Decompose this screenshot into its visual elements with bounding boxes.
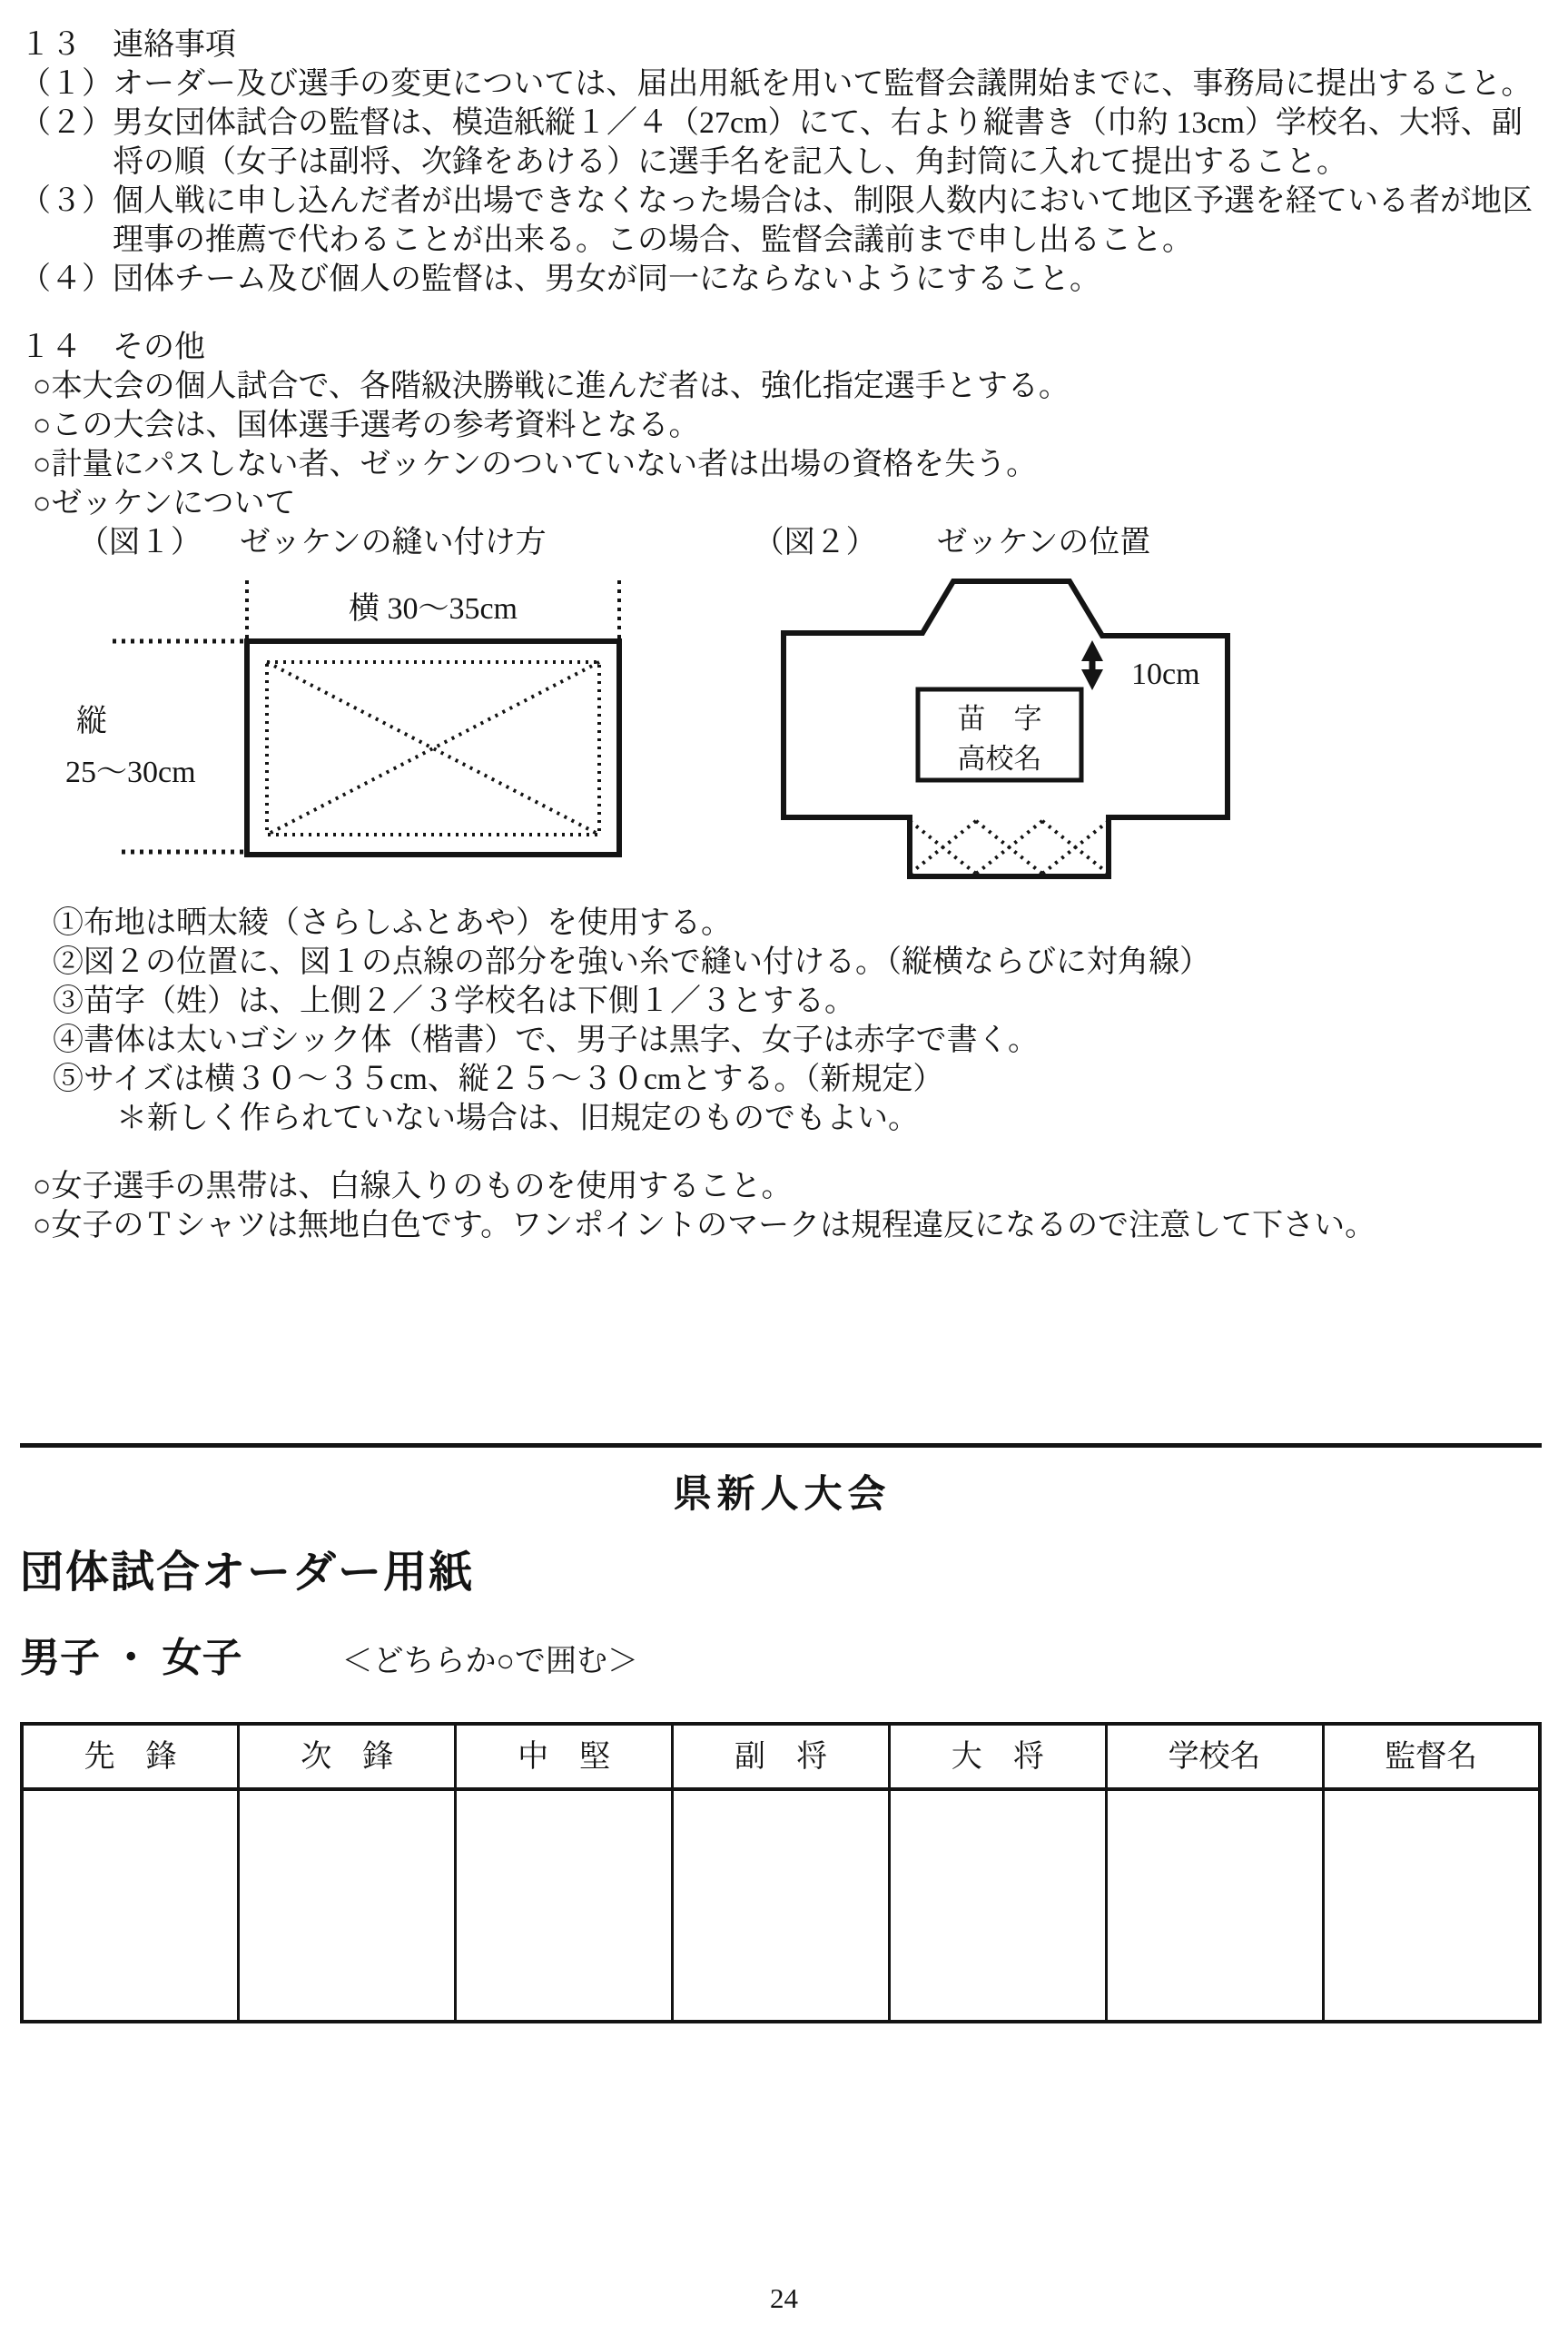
section13-item-3 [20, 182, 1544, 260]
item-marker: （３） [20, 184, 113, 218]
closing-bullets [20, 1167, 1544, 1245]
fig1-bib-sewing-diagram [65, 575, 646, 875]
note-2: ②図２の位置に、図１の点線の部分を強い糸で縫い付ける。（縦横ならびに対角線） [53, 945, 1210, 979]
event-title: 県新人大会 [673, 1472, 892, 1515]
section13-item-4 [20, 260, 1544, 299]
gender-label: 男子 ・ 女子 [20, 1636, 242, 1680]
note-4: ④書体は太いゴシック体（楷書）で、男子は黒字、女子は赤字で書く。 [53, 1024, 1039, 1057]
item-marker: （２） [20, 106, 113, 140]
note-1: ①布地は晒太綾（さらしふとあや）を使用する。 [53, 906, 732, 940]
fig2-arrow-down [1081, 669, 1103, 690]
team-order-table [20, 1722, 1542, 2023]
header-chuken: 中 堅 [456, 1724, 673, 1789]
cell-fukusho [673, 1789, 890, 2022]
header-taisho: 大 将 [889, 1724, 1106, 1789]
fig2-label: （図２） [753, 526, 877, 559]
fig2-name-box-line1: 苗 字 [957, 703, 1042, 735]
section14-bullet-2: ○この大会は、国体選手選考の参考資料となる。 [33, 409, 700, 442]
section14-heading: １４ その他 [20, 331, 205, 364]
fig1-label: （図１） [78, 526, 202, 559]
section-divider [20, 1443, 1542, 1448]
item-text: 個人戦に申し込んだ者が出場できなくなった場合は、制限人数内において地区予選を経ている者が地区理事の推薦で代わることが出来る。この場合、監督会議前まで申し出ること。 [113, 184, 1533, 257]
closing-bullet-2: ○女子のＴシャツは無地白色です。ワンポイントのマークは規程違反になるので注意して下さい。 [33, 1209, 1376, 1242]
form-title: 団体試合オーダー用紙 [20, 1548, 475, 1597]
section13-heading: １３ 連絡事項 [20, 28, 236, 62]
item-text: オーダー及び選手の変更については、届出用紙を用いて監督会議開始までに、事務局に提出すること。 [113, 67, 1533, 101]
section13-item-1 [20, 64, 1544, 104]
fig1-height-label-1: 縦 [76, 705, 107, 738]
fig2-caption: ゼッケンの位置 [936, 526, 1151, 559]
page-number: 24 [770, 2282, 798, 2314]
figures-area [20, 562, 1544, 904]
item-marker: （４） [20, 262, 113, 296]
cell-coach-name [1323, 1789, 1540, 2022]
header-fukusho: 副 将 [673, 1724, 890, 1789]
page-content [20, 25, 1544, 2023]
fig1-height-label-2: 25〜30cm [65, 756, 196, 789]
fig2-offset-label: 10cm [1131, 658, 1200, 691]
order-table-entry-row [22, 1789, 1540, 2022]
gender-circle-hint: ＜どちらか○で囲む＞ [341, 1645, 638, 1678]
cell-taisho [889, 1789, 1106, 2022]
fig1-caption: ゼッケンの縫い付け方 [240, 526, 547, 559]
notes-block [53, 904, 1544, 1138]
fig1-outer-cloth [247, 641, 619, 855]
item-text: 男女団体試合の監督は、模造紙縦１／４（27cm）にて、右より縦書き（巾約 13cm）学校名、大将、副将の順（女子は副将、次鋒をあける）に選手名を記入し、角封筒に入れて提出すること。 [113, 106, 1523, 179]
item-marker: （１） [20, 67, 113, 101]
closing-bullet-1: ○女子選手の黒帯は、白線入りのものを使用すること。 [33, 1170, 793, 1203]
figure-captions [78, 523, 1544, 562]
section14-bullet-4: ○ゼッケンについて [33, 487, 296, 520]
cell-chuken [456, 1789, 673, 2022]
item-text: 団体チーム及び個人の監督は、男女が同一にならないようにすること。 [113, 262, 1100, 296]
section13-item-2 [20, 104, 1544, 182]
section14-bullet-3: ○計量にパスしない者、ゼッケンのついていない者は出場の資格を失う。 [33, 448, 1038, 481]
note-asterisk: ＊新しく作られていない場合は、旧規定のものでもよい。 [116, 1102, 919, 1135]
header-senpo: 先 鋒 [22, 1724, 239, 1789]
header-coach-name: 監督名 [1323, 1724, 1540, 1789]
gender-line [20, 1635, 1544, 1682]
order-table-header-row [22, 1724, 1540, 1789]
header-school-name: 学校名 [1106, 1724, 1323, 1789]
cell-senpo [22, 1789, 239, 2022]
fig2-flap-stitching [910, 821, 1109, 874]
fig2-bib-position-diagram [752, 569, 1260, 896]
section14-bullet-1: ○本大会の個人試合で、各階級決勝戦に進んだ者は、強化指定選手とする。 [33, 370, 1070, 403]
note-5: ⑤サイズは横３０〜３５cm、縦２５〜３０cmとする。（新規定） [53, 1063, 944, 1096]
fig1-width-label: 横 30〜35cm [348, 592, 518, 626]
cell-school-name [1106, 1789, 1323, 2022]
cell-jiho [239, 1789, 456, 2022]
fig2-name-box-line2: 高校名 [957, 743, 1042, 775]
note-3: ③苗字（姓）は、上側２／３学校名は下側１／３とする。 [53, 984, 855, 1018]
header-jiho: 次 鋒 [239, 1724, 456, 1789]
